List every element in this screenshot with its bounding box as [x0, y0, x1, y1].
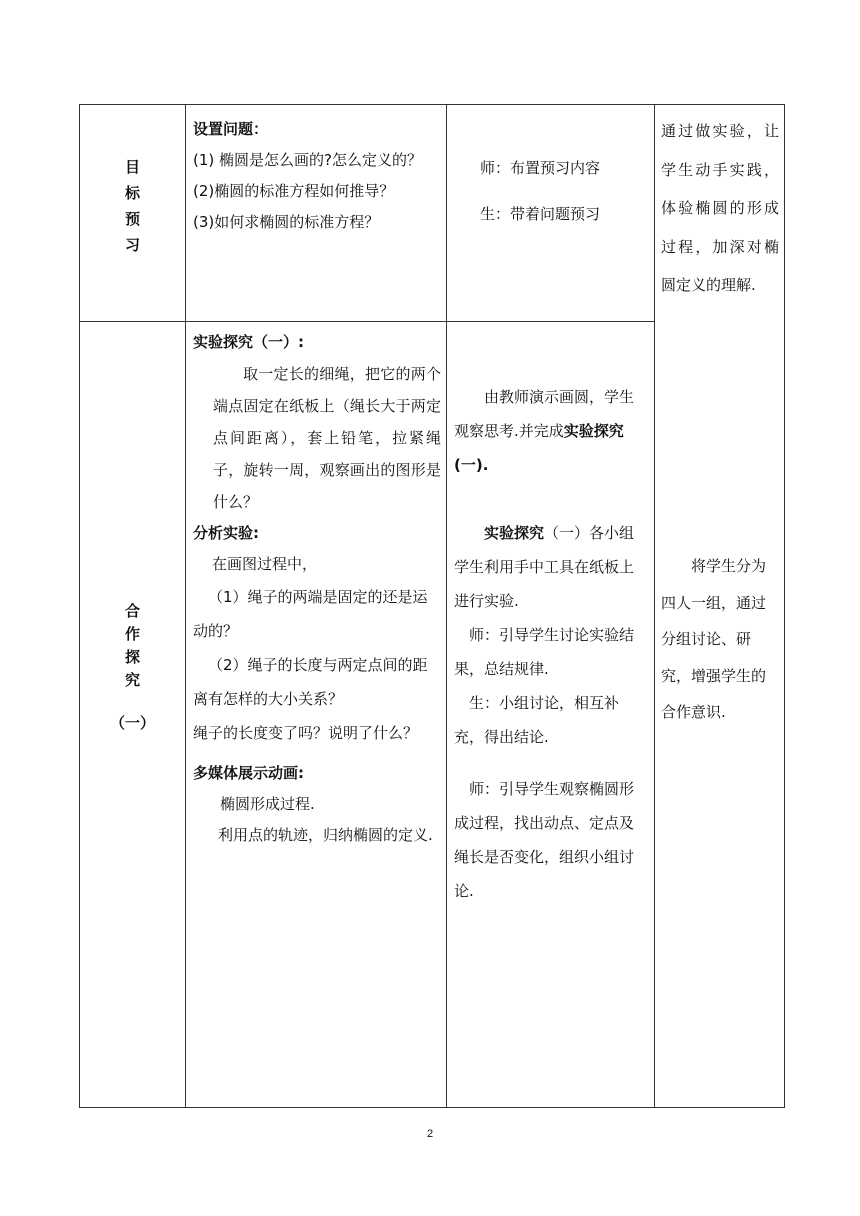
- analysis-question-2: （2）绳子的长度与两定点间的距离有怎样的大小关系？: [193, 656, 428, 708]
- design-intent-bottom: [661, 548, 779, 731]
- analysis-heading: 分析实验:: [193, 524, 259, 542]
- title-char: 作: [124, 625, 140, 643]
- student-discussion: 生：小组讨论，相互补充，得出结论.: [454, 694, 620, 746]
- teacher-guide-1: 师：引导学生讨论实验结果，总结规律.: [454, 626, 635, 678]
- analysis-intro: 在画图过程中，: [212, 555, 318, 573]
- title-sub: （一）: [109, 714, 155, 732]
- column-divider-3: [654, 104, 655, 1108]
- section-title-preview: [80, 154, 185, 258]
- preview-content: [193, 114, 441, 238]
- page-number: 2: [426, 1128, 434, 1140]
- demo-text-bold: 实验探究(一).: [454, 422, 624, 474]
- question-2: (2)椭圆的标准方程如何推导？: [193, 182, 395, 200]
- experiment-heading: 实验探究（一）:: [193, 333, 304, 351]
- cooperative-activity: [454, 380, 648, 908]
- title-char: 目: [124, 158, 140, 176]
- demo-text-normal: 由教师演示画圆，学生观察思考.并完成: [454, 388, 635, 440]
- group-experiment: [454, 516, 648, 618]
- title-char: 习: [124, 236, 140, 254]
- title-char: 预: [124, 210, 140, 228]
- design-intent-top: [661, 112, 779, 305]
- title-char: 合: [124, 602, 140, 620]
- media-line-1: 椭圆形成过程.: [220, 795, 315, 813]
- title-char: 究: [124, 671, 140, 689]
- analysis-question-3: 绳子的长度变了吗？说明了什么？: [193, 724, 419, 742]
- questions-heading: 设置问题：: [193, 120, 269, 138]
- experiment-text: 取一定长的细绳，把它的两个端点固定在纸板上（绳长大于两定点间距离），套上铅笔，拉紧绳子，旋转一周，观察画出的图形是什么？: [213, 365, 441, 511]
- row-divider: [79, 321, 654, 322]
- student-activity: 生：带着问题预习: [480, 205, 601, 223]
- intent-text: 通过做实验，让学生动手实践，体验椭圆的形成过程，加深对椭圆定义的理解.: [661, 122, 779, 294]
- question-3: (3)如何求椭圆的标准方程？: [193, 213, 380, 231]
- column-divider-2: [446, 104, 447, 1108]
- section-title-cooperative: [80, 600, 185, 735]
- media-heading: 多媒体展示动画:: [193, 764, 304, 782]
- table-border-right: [784, 104, 785, 1108]
- teacher-guide-2: 师：引导学生观察椭圆形成过程，找出动点、定点及绳长是否变化，组织小组讨论.: [454, 780, 635, 900]
- group-experiment-text: （一）各小组学生利用手中工具在纸板上进行实验.: [454, 524, 635, 610]
- question-1: (1) 椭圆是怎么画的?怎么定义的？: [193, 151, 422, 169]
- preview-activity: [480, 145, 650, 237]
- media-line-2: 利用点的轨迹，归纳椭圆的定义.: [218, 826, 433, 844]
- analysis-question-1: （1）绳子的两端是固定的还是运动的？: [193, 588, 428, 640]
- teacher-activity: 师：布置预习内容: [480, 159, 601, 177]
- demo-text: [454, 380, 648, 482]
- title-char: 探: [124, 648, 140, 666]
- column-divider-1: [185, 104, 186, 1108]
- group-experiment-bold: 实验探究: [484, 524, 545, 542]
- cooperative-content: [193, 327, 441, 851]
- intent-text: 将学生分为四人一组，通过分组讨论、研究，增强学生的合作意识.: [661, 557, 767, 721]
- title-char: 标: [124, 184, 140, 202]
